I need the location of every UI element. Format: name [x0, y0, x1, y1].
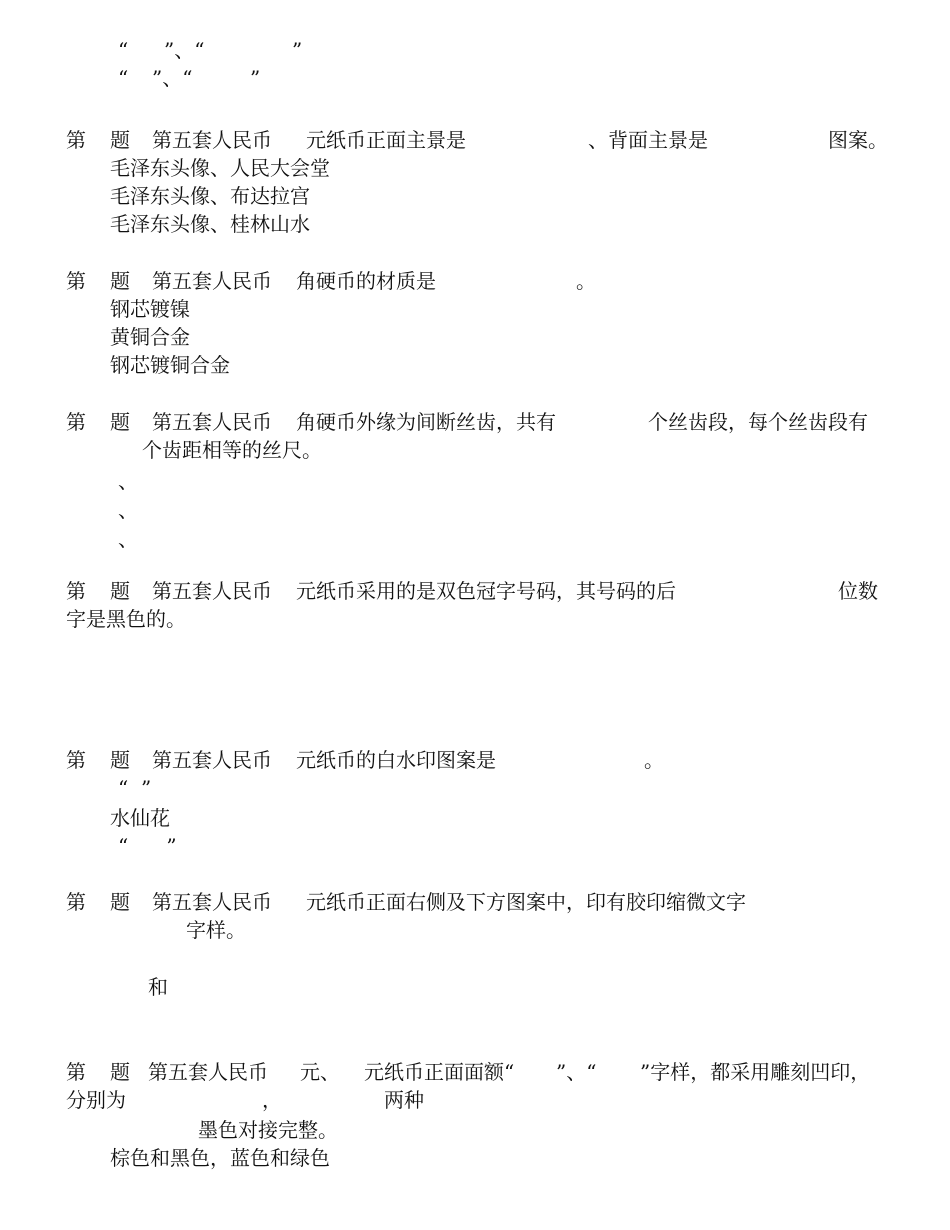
question-text: 个丝齿段，每个丝齿段有 — [648, 410, 868, 434]
quote-fragment: “ — [118, 38, 129, 62]
question-text: 图案。 — [828, 128, 888, 152]
option-c: 、 — [118, 527, 138, 551]
question-label: 题 — [110, 890, 130, 914]
question-text: 位数 — [838, 579, 878, 603]
quote-fragment: ”、“ — [152, 66, 193, 90]
question-stem: 第五套人民币 — [152, 748, 272, 772]
question-stem: 第五套人民币 — [152, 579, 272, 603]
option-c: “ ” — [118, 834, 177, 858]
option-text: 棕色和黑色，蓝色和绿色 — [110, 1146, 330, 1170]
option-a: 钢芯镀镍 — [110, 297, 190, 321]
question-number-label: 第 — [66, 890, 86, 914]
question-number-label: 第 — [66, 269, 86, 293]
question-text: 墨色对接完整。 — [198, 1118, 338, 1142]
question-text: 角硬币的材质是 — [296, 269, 436, 293]
question-stem: 第五套人民币 — [152, 269, 272, 293]
question-number-label: 第 — [66, 748, 86, 772]
question-text: 。 — [576, 269, 596, 293]
question-text: 字样。 — [186, 918, 246, 942]
quote-fragment: ” — [292, 38, 303, 62]
question-number-label: 第 — [66, 410, 86, 434]
question-label: 题 — [110, 269, 130, 293]
question-label: 题 — [110, 128, 130, 152]
question-label: 题 — [110, 748, 130, 772]
question-text: 角硬币外缘为间断丝齿，共有 — [296, 410, 556, 434]
option-c: 钢芯镀铜合金 — [110, 353, 230, 377]
question-text: 元纸币正面面额“ — [364, 1060, 515, 1084]
option-b: 毛泽东头像、布达拉宫 — [110, 184, 310, 208]
question-label: 题 — [110, 1060, 130, 1084]
question-text: ”、“ — [556, 1060, 597, 1084]
question-number-label: 第 — [66, 579, 86, 603]
question-text: ， — [262, 1088, 282, 1112]
quote-fragment: ”、“ — [164, 38, 205, 62]
question-text: 个齿距相等的丝尺。 — [142, 438, 322, 462]
question-number-label: 第 — [66, 1060, 86, 1084]
question-number-label: 第 — [66, 128, 86, 152]
question-text: 分别为 — [66, 1088, 126, 1112]
question-stem: 第五套人民币 — [152, 890, 272, 914]
question-text: 元、 — [300, 1060, 340, 1084]
question-text: 元纸币正面右侧及下方图案中，印有胶印缩微文字 — [306, 890, 746, 914]
question-stem: 第五套人民币 — [148, 1060, 268, 1084]
quote-fragment: ” — [250, 66, 261, 90]
option-a: “ ” — [118, 776, 152, 800]
question-text: ”字样，都采用雕刻凹印， — [640, 1060, 871, 1084]
question-text: 、背面主景是 — [588, 128, 708, 152]
question-stem: 第五套人民币 — [152, 128, 272, 152]
question-label: 题 — [110, 579, 130, 603]
question-text: 元纸币正面主景是 — [306, 128, 466, 152]
quote-fragment: “ — [118, 66, 129, 90]
question-text: 两种 — [384, 1088, 424, 1112]
option-text: 和 — [148, 975, 168, 999]
question-text: 元纸币采用的是双色冠字号码，其号码的后 — [296, 579, 676, 603]
option-b: 、 — [118, 498, 138, 522]
option-b: 水仙花 — [110, 806, 170, 830]
option-c: 毛泽东头像、桂林山水 — [110, 212, 310, 236]
option-a: 毛泽东头像、人民大会堂 — [110, 156, 330, 180]
question-stem: 第五套人民币 — [152, 410, 272, 434]
question-text: 。 — [644, 748, 664, 772]
option-b: 黄铜合金 — [110, 325, 190, 349]
option-a: 、 — [118, 469, 138, 493]
question-label: 题 — [110, 410, 130, 434]
question-text: 字是黑色的。 — [66, 607, 186, 631]
question-text: 元纸币的白水印图案是 — [296, 748, 496, 772]
